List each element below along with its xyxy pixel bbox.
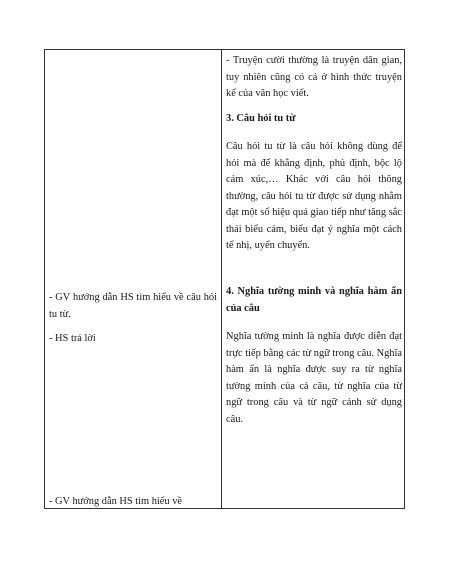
teacher-activity-column — [49, 50, 217, 508]
intro-paragraph: - Truyện cười thường là truyện dân gian, tuy nhiên cũng có cả ở hình thức truyện kể của văn học viết. — [226, 55, 402, 99]
heading-rhetorical-question: 3. Câu hỏi tu từ — [226, 113, 296, 124]
paragraph-rhetorical-question: Câu hỏi tu từ là câu hỏi không dùng để hỏi mà để khẳng định, phủ định, bộc lộ cảm xúc,… Khác với câu hỏi thông thường, câu hỏi tu từ được sử dụng nhằm đạt một số hiệu quả giao tiếp như tăng sắc thái biểu cảm, biểu đạt ý nghĩa một cách tế nhị, uyển chuyển. — [226, 141, 402, 251]
heading-explicit-implicit-meaning: 4. Nghĩa tường minh và nghĩa hàm ẩn của câu — [226, 286, 402, 314]
lesson-table — [44, 49, 405, 509]
instruction-question-rhetorical: - GV hướng dẫn HS tìm hiểu về câu hỏi tu từ. — [49, 292, 217, 320]
column-divider — [221, 50, 222, 508]
content-column — [226, 50, 402, 508]
instruction-next-topic: - GV hướng dẫn HS tìm hiểu về — [49, 496, 183, 507]
paragraph-explicit-implicit-meaning: Nghĩa tường minh là nghĩa được diễn đạt trực tiếp bằng các từ ngữ trong câu. Nghĩa hàm ẩn là nghĩa được suy ra từ nghĩa tường minh của cả câu, từ nghĩa của từ ngữ trong câu và từ ngữ cảnh sử dụng câu. — [226, 331, 402, 425]
student-answer-note: - HS trả lời — [49, 333, 96, 344]
